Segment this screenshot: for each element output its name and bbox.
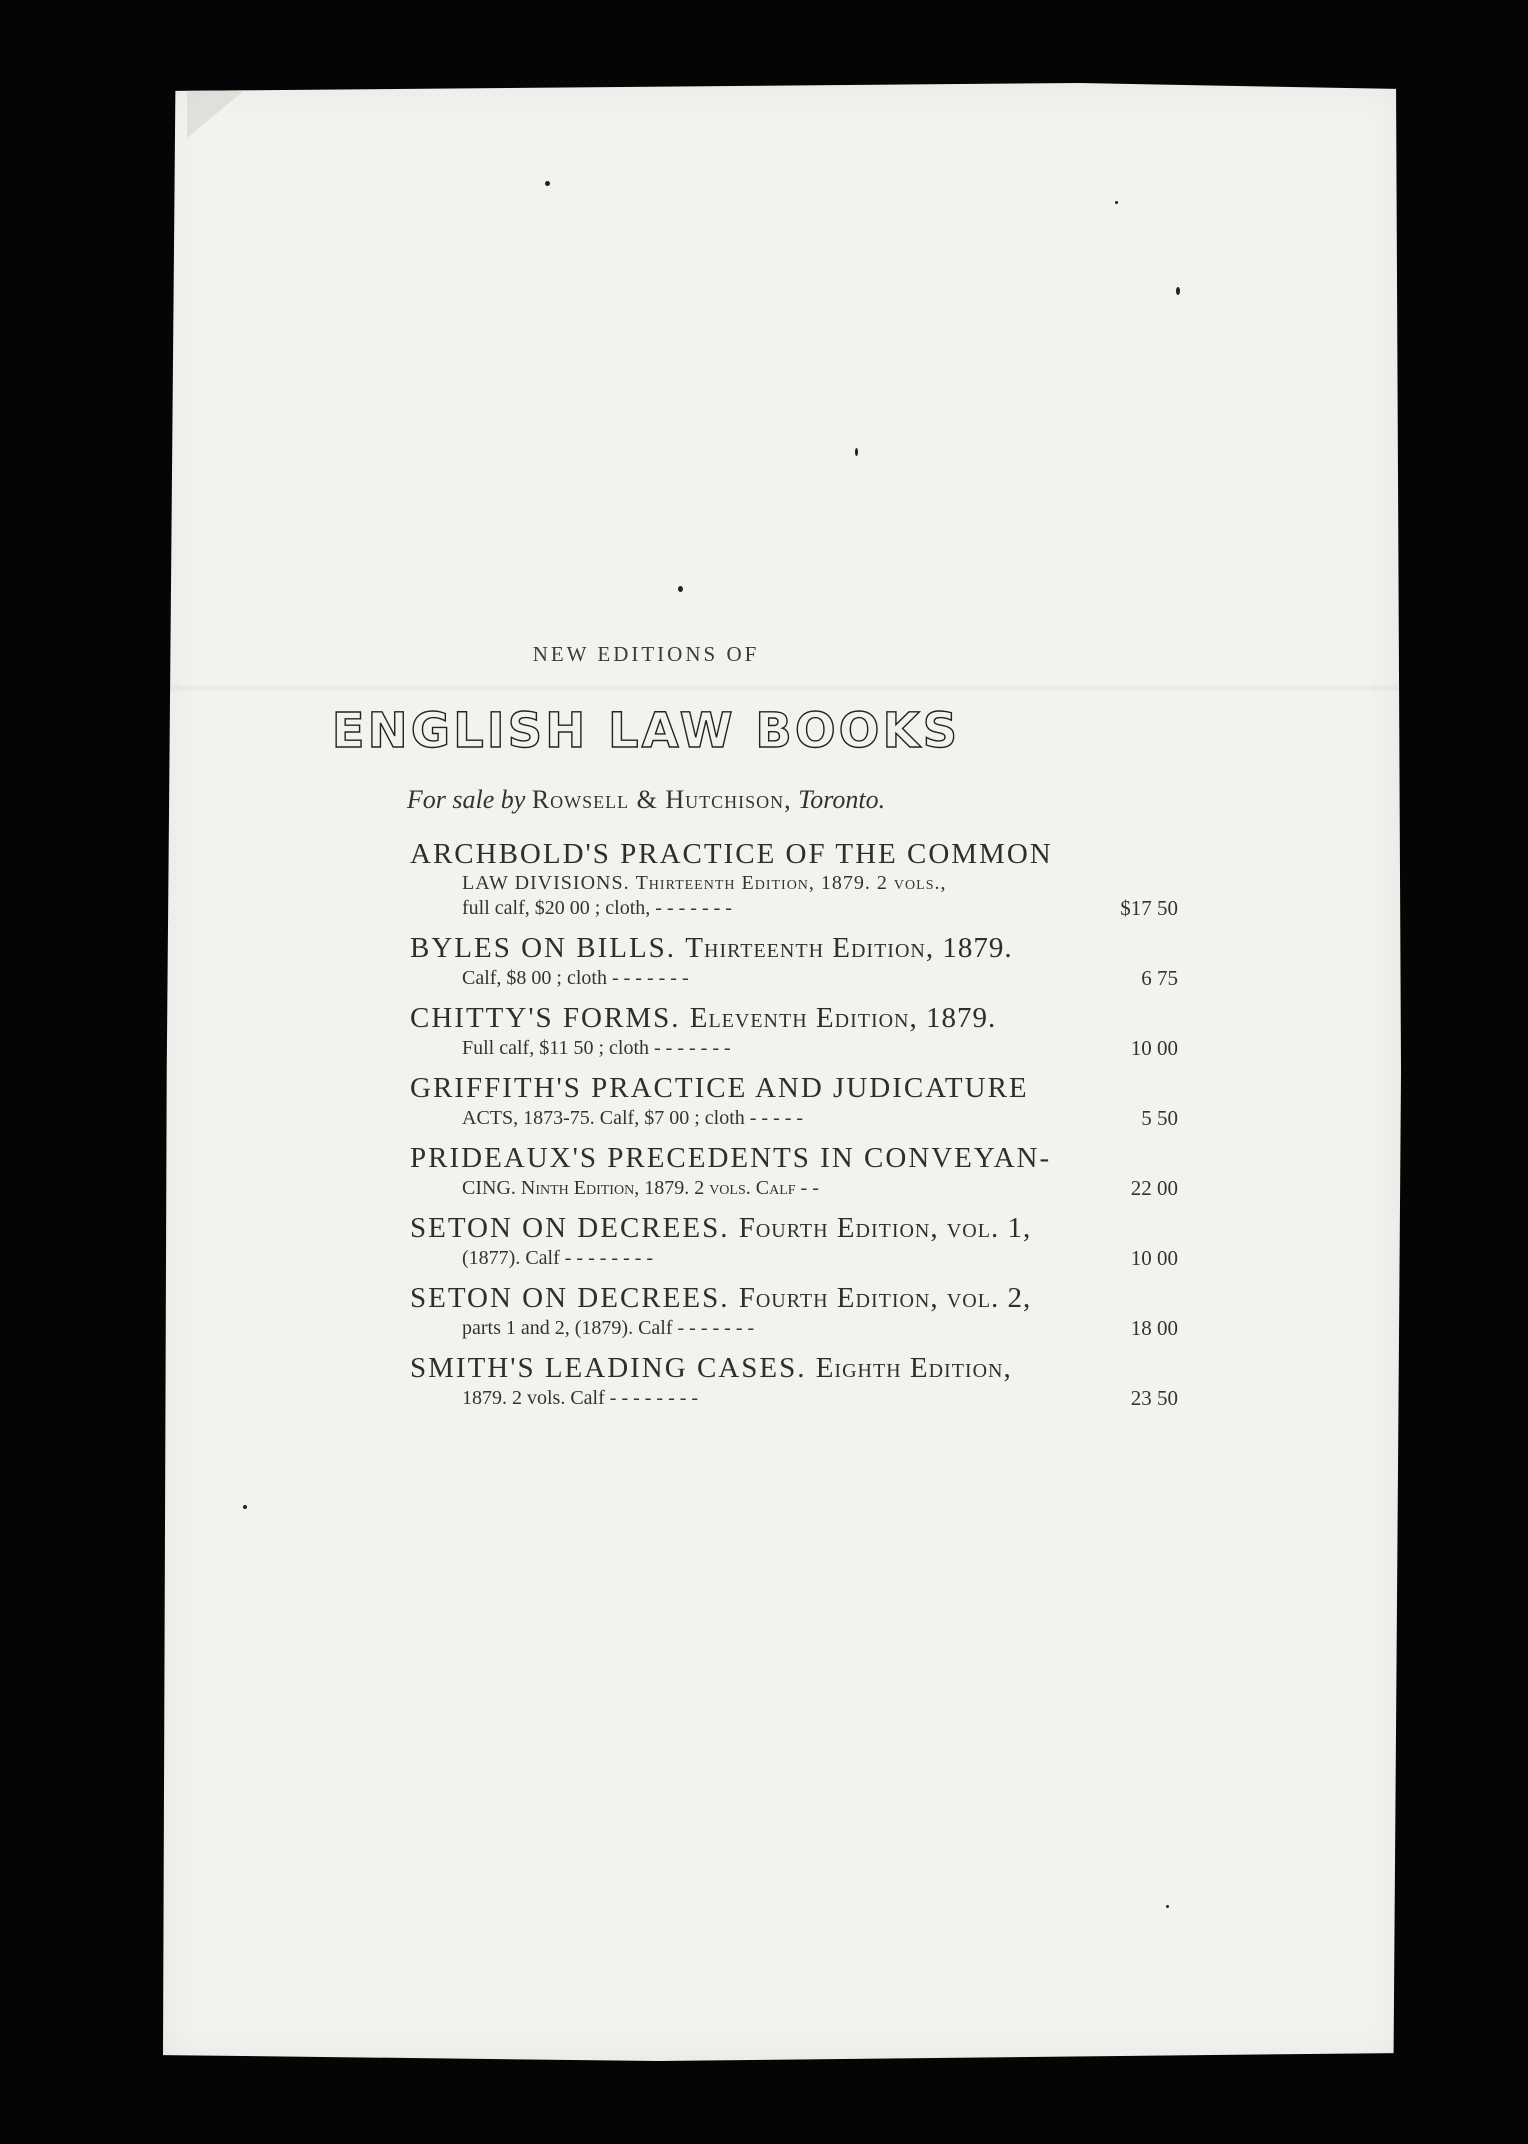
book-price-line: parts 1 and 2, (1879). Calf - - - - - - - 18 00: [462, 1316, 1178, 1340]
book-title: CHITTY'S FORMS. Eleventh Edition, 1879.: [410, 1002, 997, 1034]
book-price: 22 00: [1130, 1176, 1178, 1200]
seller-city: Toronto.: [798, 785, 886, 814]
book-price-line: Calf, $8 00 ; cloth - - - - - - - 6 75: [462, 966, 1178, 990]
book-price: $17 50: [1120, 896, 1178, 920]
ink-speck: [855, 448, 858, 456]
book-title: SMITH'S LEADING CASES. Eighth Edition,: [410, 1352, 1012, 1384]
book-price: 5 50: [1141, 1106, 1178, 1130]
book-title: PRIDEAUX'S PRECEDENTS IN CONVEYAN-: [410, 1142, 1052, 1174]
book-entry: [410, 1072, 1178, 1131]
book-title: SETON ON DECREES. Fourth Edition, vol. 2,: [410, 1282, 1032, 1314]
ink-speck: [243, 1505, 247, 1509]
overline-text: NEW EDITIONS OF: [532, 642, 760, 666]
book-price: 10 00: [1130, 1246, 1178, 1270]
book-price-line: ACTS, 1873-75. Calf, $7 00 ; cloth - - - - - 5 50: [462, 1106, 1178, 1130]
book-entry: [410, 1142, 1178, 1201]
ink-speck: [545, 181, 550, 186]
book-price: 6 75: [1141, 966, 1178, 990]
book-price-line: (1877). Calf - - - - - - - - 10 00: [462, 1246, 1178, 1270]
seller-line: [246, 785, 1046, 815]
page-title: ENGLISH LAW BOOKS: [331, 703, 961, 759]
book-entry: [410, 1352, 1178, 1411]
book-entry: [410, 1282, 1178, 1341]
book-price: 23 50: [1130, 1386, 1178, 1410]
book-entry: [410, 1212, 1178, 1271]
seller-name: Rowsell & Hutchison,: [531, 785, 792, 814]
book-price: 10 00: [1130, 1036, 1178, 1060]
book-title: BYLES ON BILLS. Thirteenth Edition, 1879.: [410, 932, 1013, 964]
ink-speck: [1115, 201, 1118, 204]
book-entry: [410, 932, 1178, 991]
book-list: [410, 838, 1178, 1422]
book-title: GRIFFITH'S PRACTICE AND JUDICATURE: [410, 1072, 1029, 1104]
book-entry: [410, 838, 1178, 921]
book-price-line: CING. Ninth Edition, 1879. 2 vols. Calf - - 22 00: [462, 1176, 1178, 1200]
ink-speck: [1166, 1905, 1169, 1908]
book-continuation: LAW DIVISIONS. Thirteenth Edition, 1879. 2 vols.,: [462, 872, 947, 894]
book-price-line: full calf, $20 00 ; cloth, - - - - - - - $17 50: [462, 896, 1178, 920]
book-price: 18 00: [1130, 1316, 1178, 1340]
book-price-line: 1879. 2 vols. Calf - - - - - - - - 23 50: [462, 1386, 1178, 1410]
book-title: SETON ON DECREES. Fourth Edition, vol. 1,: [410, 1212, 1032, 1244]
book-price-line: Full calf, $11 50 ; cloth - - - - - - - 10 00: [462, 1036, 1178, 1060]
ink-speck: [1176, 287, 1180, 295]
seller-prefix: For sale by: [406, 785, 526, 814]
header-block: [246, 556, 1276, 815]
book-title: ARCHBOLD'S PRACTICE OF THE COMMON: [410, 838, 1053, 870]
folded-corner: [187, 88, 247, 138]
book-entry: [410, 1002, 1178, 1061]
